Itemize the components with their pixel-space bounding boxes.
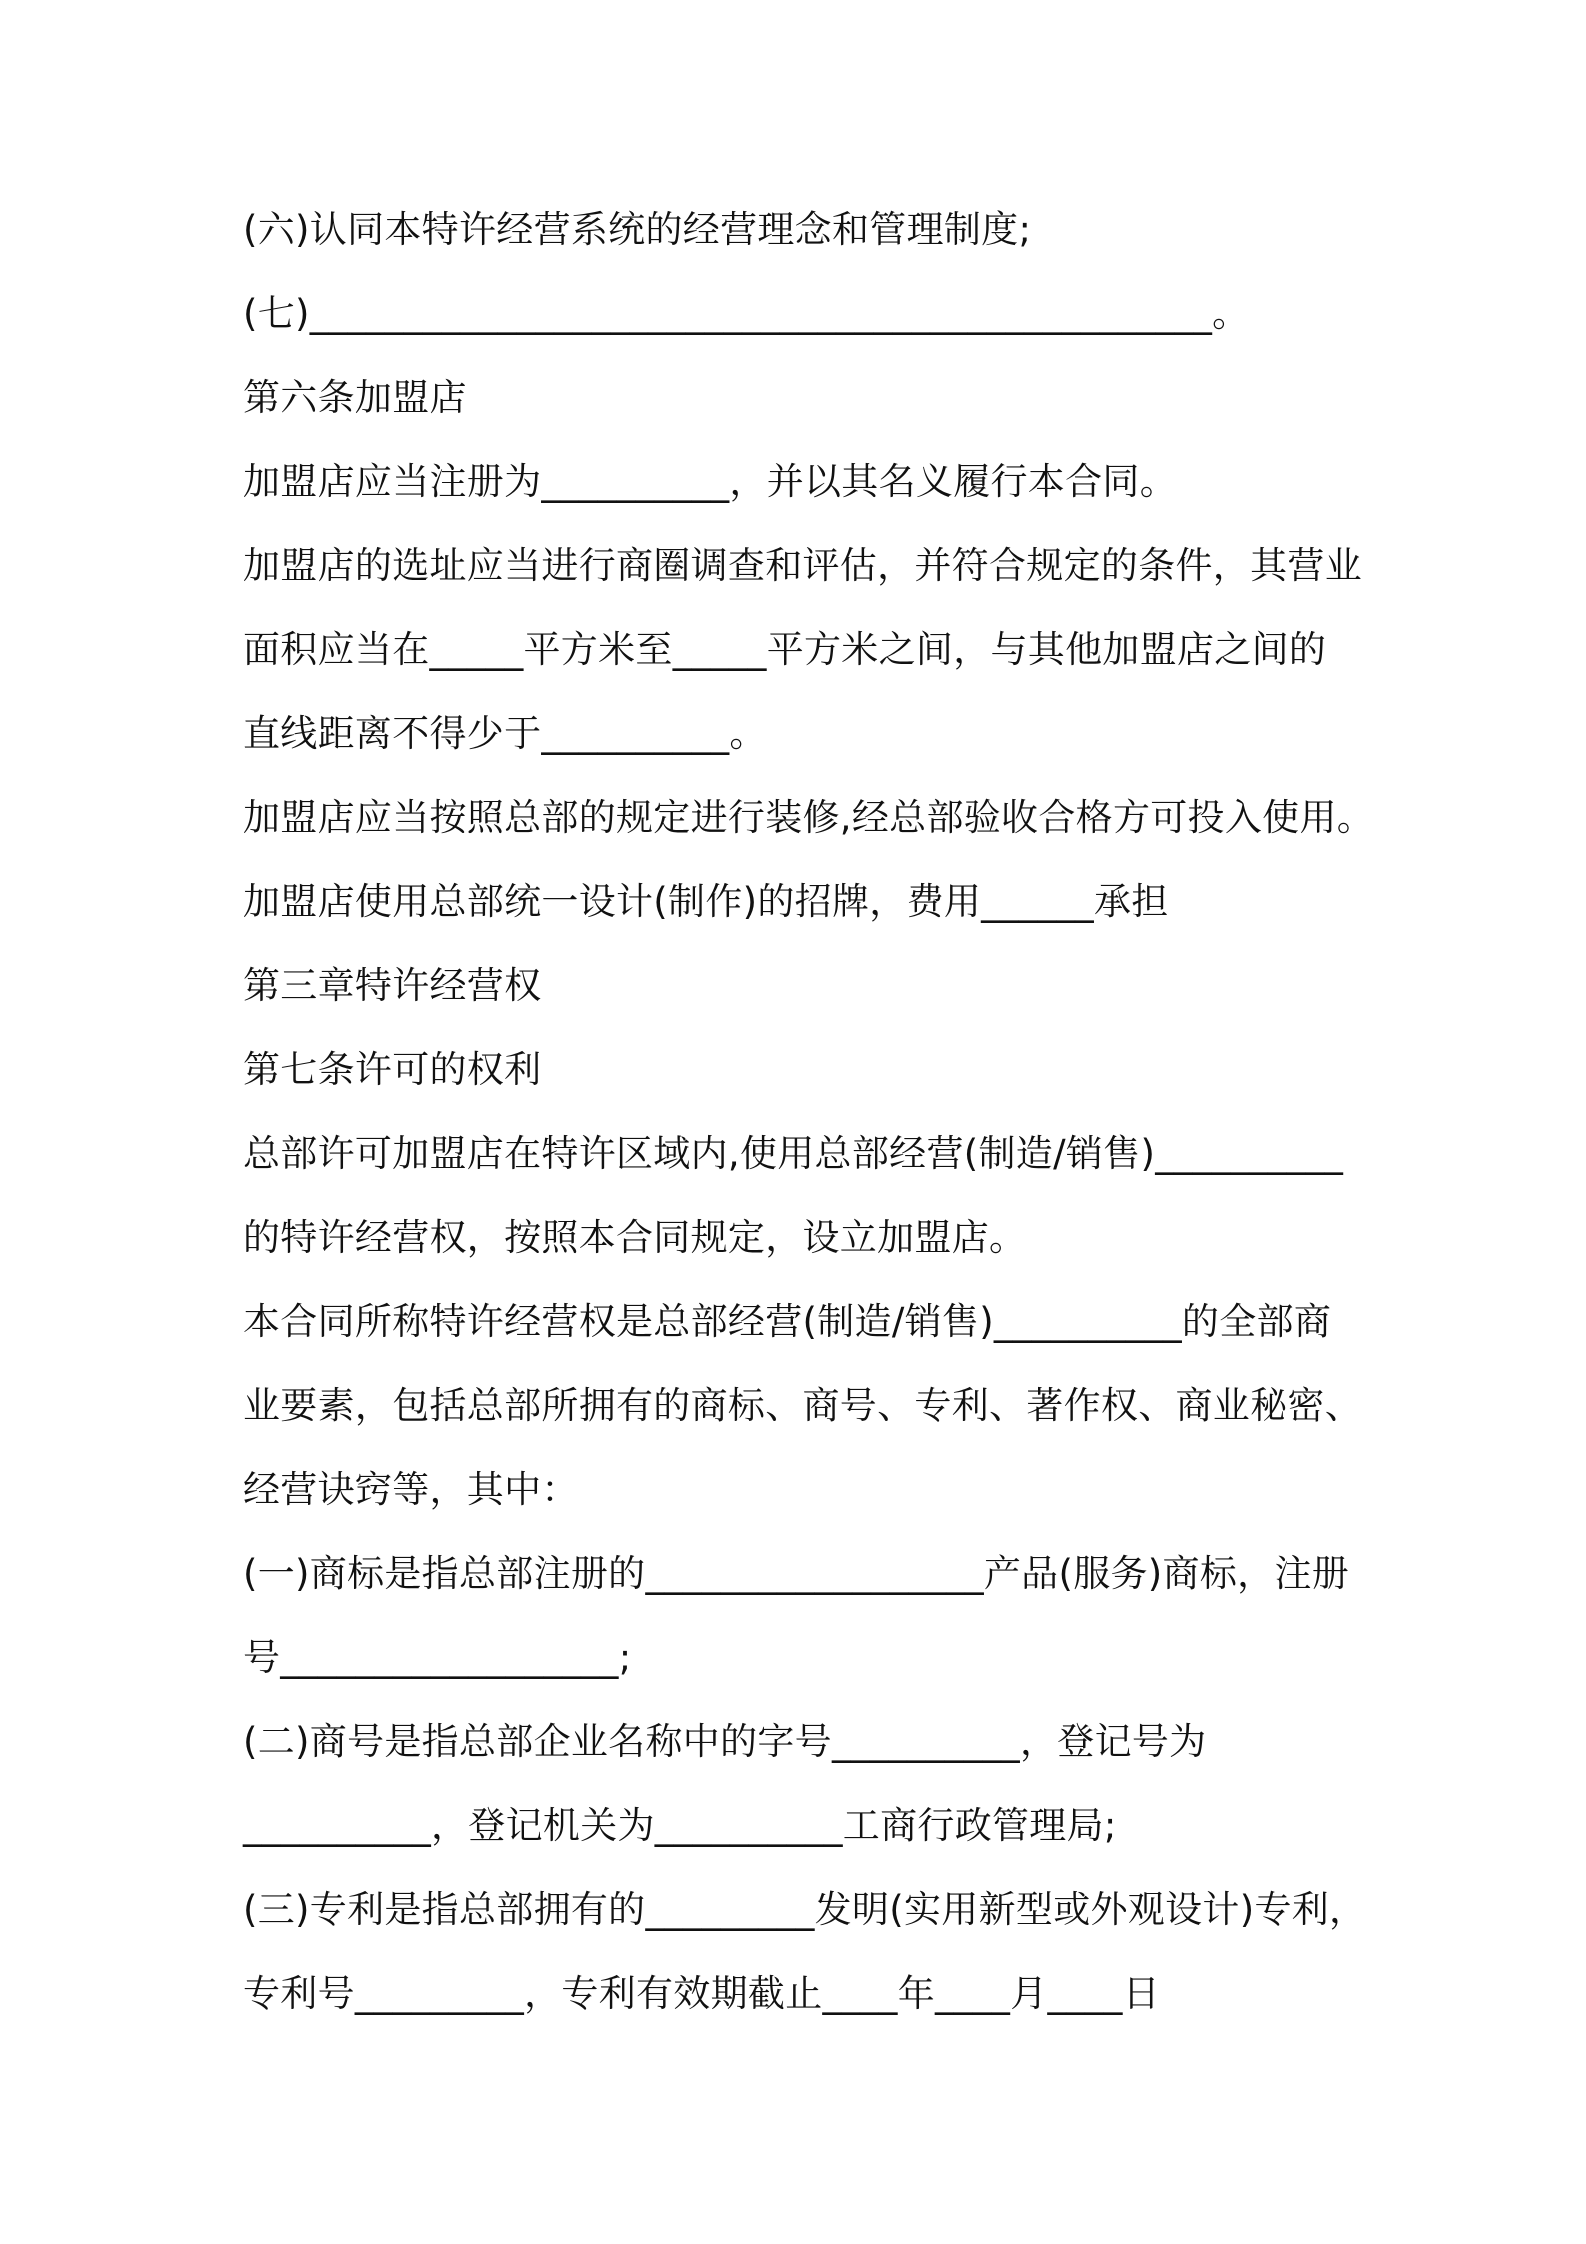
paragraph-line-8: 加盟店应当按照总部的规定进行装修,经总部验收合格方可投入使用。 (243, 796, 1375, 839)
paragraph-line-6: 面积应当在_____平方米至_____平方米之间，与其他加盟店之间的 (243, 628, 1327, 671)
article-7-heading: 第七条许可的权利 (243, 1048, 542, 1091)
paragraph-line-18: 号__________________; (243, 1636, 632, 1679)
paragraph-line-7: 直线距离不得少于__________。 (243, 712, 767, 755)
paragraph-line-22: 专利号_________，专利有效期截止____年____月____日 (243, 1972, 1160, 2015)
paragraph-line-16: 经营诀窍等，其中： (243, 1468, 579, 1511)
chapter-3-heading: 第三章特许经营权 (243, 964, 542, 1007)
clause-line-1: (六)认同本特许经营系统的经营理念和管理制度; (243, 208, 1032, 251)
paragraph-line-21: (三)专利是指总部拥有的_________发明(实用新型或外观设计)专利， (243, 1888, 1367, 1931)
paragraph-line-14: 本合同所称特许经营权是总部经营(制造/销售)__________的全部商 (243, 1300, 1332, 1343)
paragraph-line-17: (一)商标是指总部注册的__________________产品(服务)商标，注册 (243, 1552, 1350, 1595)
article-6-heading: 第六条加盟店 (243, 376, 467, 419)
paragraph-line-5: 加盟店的选址应当进行商圈调查和评估，并符合规定的条件，其营业 (243, 544, 1362, 587)
paragraph-line-13: 的特许经营权，按照本合同规定，设立加盟店。 (243, 1216, 1027, 1259)
paragraph-line-9: 加盟店使用总部统一设计(制作)的招牌，费用______承担 (243, 880, 1169, 923)
clause-line-2: (七)________________________________________________。 (243, 292, 1250, 335)
paragraph-line-19: (二)商号是指总部企业名称中的字号__________，登记号为 (243, 1720, 1207, 1763)
paragraph-line-12: 总部许可加盟店在特许区域内,使用总部经营(制造/销售)__________ (243, 1132, 1344, 1175)
paragraph-line-20: __________，登记机关为__________工商行政管理局; (243, 1804, 1117, 1847)
paragraph-line-4: 加盟店应当注册为__________，并以其名义履行本合同。 (243, 460, 1177, 503)
paragraph-line-15: 业要素，包括总部所拥有的商标、商号、专利、著作权、商业秘密、 (243, 1384, 1362, 1427)
